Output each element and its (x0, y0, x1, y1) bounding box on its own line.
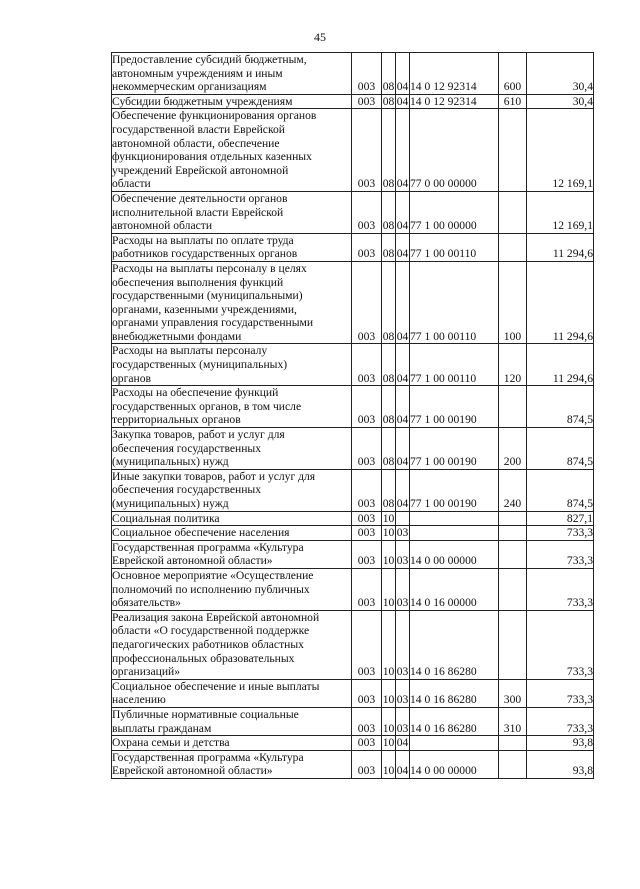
expense-name-line: некоммерческим организациям (112, 80, 267, 94)
target-article-cell: 77 1 00 00110 (410, 344, 499, 386)
expense-type-cell (499, 750, 527, 778)
expense-type-cell (499, 540, 527, 568)
expense-name-line: профессиональных образовательных (112, 651, 295, 665)
amount-cell: 30,4 (527, 53, 594, 95)
expense-name-line: внебюджетными фондами (112, 329, 242, 343)
table-row (112, 610, 594, 679)
table-row (112, 94, 594, 109)
subsection-code-cell: 04 (396, 750, 410, 778)
section-code-cell: 10 (382, 511, 395, 525)
expense-type-cell: 200 (499, 428, 527, 470)
expense-name-line: (муниципальных) нужд (112, 455, 229, 469)
expense-name (112, 428, 352, 470)
section-code-cell: 08 (382, 469, 396, 511)
expense-name-line: государственных (муниципальных) (112, 358, 288, 372)
expense-name (112, 386, 352, 428)
section-code-cell: 08 (382, 386, 396, 428)
target-article-cell: 77 1 00 00000 (410, 191, 499, 233)
table-row (112, 261, 594, 344)
expense-name (112, 540, 352, 568)
amount-cell: 874,5 (527, 428, 594, 470)
section-code-cell: 10 (382, 540, 396, 568)
target-article-cell (410, 736, 499, 751)
expense-name-line: Государственная программа «Культура (112, 540, 304, 554)
section-code-cell: 08 (382, 344, 396, 386)
section-code-cell: 10 (382, 750, 396, 778)
target-article-cell: 77 1 00 00110 (410, 261, 499, 344)
expense-type-cell: 310 (499, 707, 527, 735)
ministry-code-cell: 003 (352, 109, 382, 192)
amount-cell: 733,3 (527, 540, 594, 568)
expense-name (112, 610, 352, 679)
expense-name (112, 261, 352, 344)
expense-name (112, 344, 352, 386)
table-row (112, 109, 594, 192)
table-row (112, 540, 594, 568)
expense-type-cell (499, 736, 527, 751)
expense-type-cell (499, 109, 527, 192)
expense-name (112, 736, 352, 751)
amount-cell: 733,3 (527, 568, 594, 610)
ministry-code-cell: 003 (352, 261, 382, 344)
amount-cell: 733,3 (527, 610, 594, 679)
expense-name-line: Охрана семьи и детства (112, 736, 230, 750)
table-row (112, 526, 594, 541)
expense-name-line: населению (112, 693, 166, 707)
expense-type-cell (499, 568, 527, 610)
ministry-code-cell: 003 (352, 233, 382, 261)
amount-cell: 733,3 (527, 679, 594, 707)
expense-name-line: органов (112, 371, 151, 385)
ministry-code-cell: 003 (352, 344, 382, 386)
subsection-code-cell: 04 (396, 736, 409, 750)
expense-name (112, 526, 352, 541)
expense-name-line: Расходы на выплаты персоналу (112, 344, 268, 358)
subsection-code-cell: 03 (396, 568, 410, 610)
target-article-cell: 14 0 00 00000 (410, 750, 499, 778)
expense-name-line: автономной области (112, 219, 213, 233)
target-article-cell: 77 1 00 00190 (410, 428, 499, 470)
subsection-code-cell: 04 (396, 386, 410, 428)
expense-name (112, 53, 352, 95)
ministry-code-cell: 003 (352, 191, 382, 233)
ministry-code-cell: 003 (352, 526, 382, 541)
target-article-cell: 14 0 16 00000 (410, 568, 499, 610)
target-article-cell: 77 0 00 00000 (410, 109, 499, 192)
expense-type-cell (499, 386, 527, 428)
expense-name-line: функционирования отдельных казенных (112, 150, 312, 164)
table-row (112, 53, 594, 95)
amount-cell: 11 294,6 (527, 344, 594, 386)
expense-name (112, 511, 352, 526)
expense-name-line: области «О государственной поддержке (112, 624, 310, 638)
expense-name-line: Основное мероприятие «Осуществление (112, 568, 314, 582)
expense-name-line: Обеспечение функционирования органов (112, 109, 317, 123)
table-row (112, 511, 594, 526)
table-row (112, 386, 594, 428)
ministry-code-cell: 003 (352, 428, 382, 470)
amount-cell: 11 294,6 (527, 233, 594, 261)
section-code-cell: 10 (382, 679, 396, 707)
expense-name-line: Расходы на выплаты по оплате труда (112, 233, 294, 247)
subsection-code-cell: 04 (396, 94, 409, 108)
ministry-code-cell: 003 (352, 707, 382, 735)
section-code-cell: 10 (382, 526, 395, 540)
expense-name (112, 679, 352, 707)
amount-cell: 93,8 (527, 750, 594, 778)
expense-name (112, 233, 352, 261)
expense-name (112, 568, 352, 610)
target-article-cell: 14 0 16 86280 (410, 707, 499, 735)
expense-name-line: автономной области, обеспечение (112, 136, 280, 150)
expense-name-line: Расходы на выплаты персоналу в целях (112, 261, 307, 275)
expense-name-line: Расходы на обеспечение функций (112, 386, 279, 400)
expense-name-line: Еврейской автономной области» (112, 554, 273, 568)
target-article-cell: 14 0 00 00000 (410, 540, 499, 568)
amount-cell: 874,5 (527, 386, 594, 428)
ministry-code-cell: 003 (352, 469, 382, 511)
expense-type-cell (499, 233, 527, 261)
expense-name-line: органами управления государственными (112, 316, 314, 330)
amount-cell: 11 294,6 (527, 261, 594, 344)
expense-name-line: выплаты гражданам (112, 721, 212, 735)
expense-name-line: Иные закупки товаров, работ и услуг для (112, 469, 316, 483)
expense-name-line: Социальное обеспечение населения (112, 526, 290, 540)
target-article-cell: 14 0 16 86280 (410, 610, 499, 679)
expense-type-cell (499, 511, 527, 526)
subsection-code-cell: 03 (396, 679, 410, 707)
expense-name-line: учреждений Еврейской автономной (112, 163, 289, 177)
expense-name-line: области (112, 177, 151, 191)
table-body (112, 53, 594, 779)
table-row (112, 469, 594, 511)
expense-name (112, 191, 352, 233)
section-code-cell: 10 (382, 736, 395, 750)
subsection-code-cell: 04 (396, 344, 410, 386)
expense-name-line: автономным учреждениям и иным (112, 66, 283, 80)
amount-cell: 12 169,1 (527, 191, 594, 233)
subsection-code-cell (396, 511, 410, 526)
expense-name-line: Социальное обеспечение и иные выплаты (112, 679, 320, 693)
expense-name-line: государственных органов, в том числе (112, 399, 302, 413)
table-row (112, 750, 594, 778)
subsection-code-cell: 03 (396, 540, 410, 568)
section-code-cell: 08 (382, 109, 396, 192)
table-row (112, 344, 594, 386)
table-row (112, 191, 594, 233)
ministry-code-cell: 003 (352, 511, 382, 526)
expense-type-cell: 610 (499, 94, 527, 109)
subsection-code-cell: 03 (396, 610, 410, 679)
section-code-cell: 08 (382, 191, 396, 233)
page-number: 45 (314, 30, 326, 44)
expense-name-line: обеспечения государственных (112, 483, 262, 497)
expense-name-line: Субсидии бюджетным учреждениям (112, 94, 293, 108)
section-code-cell: 08 (382, 428, 396, 470)
section-code-cell: 10 (382, 568, 396, 610)
expense-name-line: территориальных органов (112, 413, 241, 427)
expense-name (112, 109, 352, 192)
subsection-code-cell: 03 (396, 526, 409, 540)
amount-cell: 733,3 (527, 707, 594, 735)
expense-type-cell (499, 610, 527, 679)
table-row (112, 679, 594, 707)
budget-table (111, 52, 594, 779)
expense-name-line: исполнительной власти Еврейской (112, 205, 284, 219)
expense-name-line: обеспечения выполнения функций (112, 275, 284, 289)
amount-cell: 827,1 (527, 511, 594, 526)
target-article-cell: 14 0 16 86280 (410, 679, 499, 707)
section-code-cell: 10 (382, 707, 396, 735)
expense-name-line: организаций» (112, 665, 181, 679)
section-code-cell: 10 (382, 610, 396, 679)
ministry-code-cell: 003 (352, 568, 382, 610)
expense-name-line: обязательств» (112, 596, 181, 610)
section-code-cell: 08 (382, 261, 396, 344)
expense-name (112, 469, 352, 511)
expense-name-line: Социальная политика (112, 511, 220, 525)
table-row (112, 707, 594, 735)
section-code-cell: 08 (382, 53, 396, 95)
target-article-cell (410, 511, 499, 526)
target-article-cell: 14 0 12 92314 (410, 94, 499, 109)
subsection-code-cell: 04 (396, 233, 410, 261)
subsection-code-cell: 04 (396, 428, 410, 470)
expense-type-cell (499, 526, 527, 541)
amount-cell: 30,4 (527, 94, 594, 109)
target-article-cell: 77 1 00 00190 (410, 469, 499, 511)
subsection-code-cell: 03 (396, 707, 410, 735)
expense-name-line: Обеспечение деятельности органов (112, 191, 288, 205)
table-row (112, 736, 594, 751)
expense-name-line: Еврейской автономной области» (112, 764, 273, 778)
expense-name-line: Публичные нормативные социальные (112, 707, 299, 721)
table-row (112, 428, 594, 470)
section-code-cell: 08 (382, 233, 396, 261)
ministry-code-cell: 003 (352, 736, 382, 751)
expense-name-line: органами, казенными учреждениями, (112, 302, 297, 316)
subsection-code-cell: 04 (396, 469, 410, 511)
ministry-code-cell: 003 (352, 386, 382, 428)
expense-name-line: Реализация закона Еврейской автономной (112, 610, 320, 624)
expense-type-cell: 600 (499, 53, 527, 95)
target-article-cell (410, 526, 499, 541)
amount-cell: 874,5 (527, 469, 594, 511)
ministry-code-cell: 003 (352, 750, 382, 778)
table-row (112, 568, 594, 610)
expense-name (112, 94, 352, 109)
subsection-code-cell: 04 (396, 261, 410, 344)
target-article-cell: 14 0 12 92314 (410, 53, 499, 95)
expense-type-cell (499, 191, 527, 233)
expense-name-line: педагогических работников областных (112, 637, 304, 651)
expense-name-line: Государственная программа «Культура (112, 750, 304, 764)
expense-type-cell: 240 (499, 469, 527, 511)
expense-name-line: (муниципальных) нужд (112, 497, 229, 510)
expense-name-line: работников государственных органов (112, 247, 298, 261)
amount-cell: 93,8 (527, 736, 594, 751)
expense-name-line: государственными (муниципальными) (112, 289, 303, 303)
expense-type-cell: 120 (499, 344, 527, 386)
ministry-code-cell: 003 (352, 540, 382, 568)
expense-name-line: Закупка товаров, работ и услуг для (112, 428, 285, 442)
ministry-code-cell: 003 (352, 94, 382, 109)
subsection-code-cell: 04 (396, 191, 410, 233)
expense-name (112, 707, 352, 735)
expense-name-line: Предоставление субсидий бюджетным, (112, 53, 307, 66)
expense-name-line: государственной власти Еврейской (112, 122, 285, 136)
subsection-code-cell: 04 (396, 109, 410, 192)
amount-cell: 733,3 (527, 526, 594, 541)
ministry-code-cell: 003 (352, 610, 382, 679)
expense-type-cell: 300 (499, 679, 527, 707)
expense-type-cell: 100 (499, 261, 527, 344)
target-article-cell: 77 1 00 00190 (410, 386, 499, 428)
expense-name-line: обеспечения государственных (112, 441, 262, 455)
amount-cell: 12 169,1 (527, 109, 594, 192)
subsection-code-cell: 04 (396, 53, 410, 95)
section-code-cell: 08 (382, 94, 395, 108)
expense-name-line: полномочий по исполнению публичных (112, 582, 310, 596)
ministry-code-cell: 003 (352, 679, 382, 707)
table-row (112, 233, 594, 261)
expense-name (112, 750, 352, 778)
ministry-code-cell: 003 (352, 53, 382, 95)
target-article-cell: 77 1 00 00110 (410, 233, 499, 261)
